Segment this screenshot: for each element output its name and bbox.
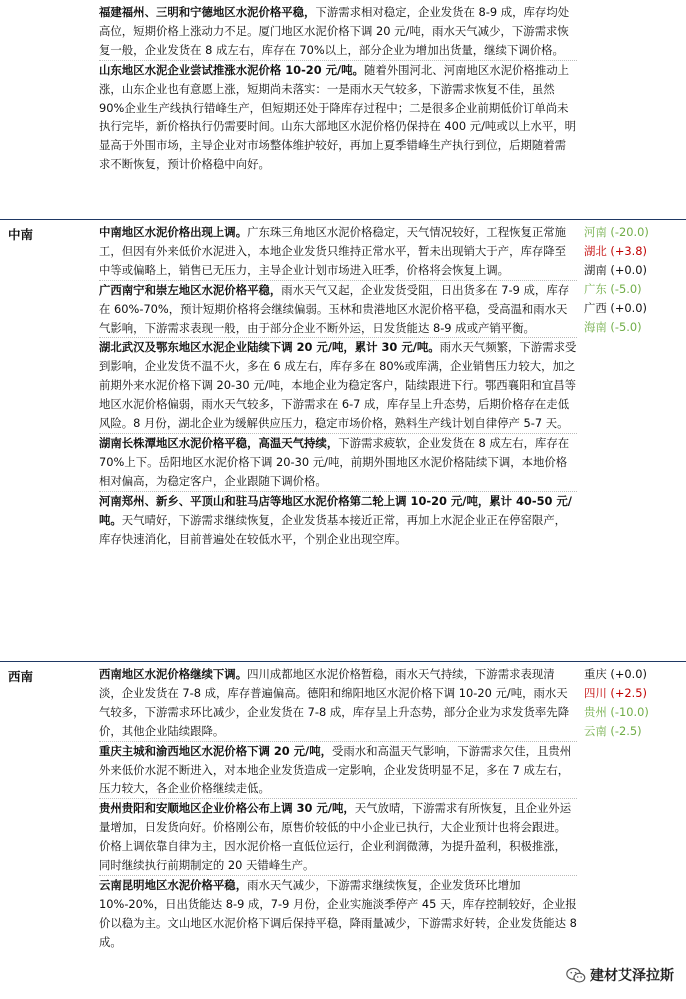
province-name: 云南 bbox=[584, 723, 607, 738]
paragraph bbox=[99, 3, 577, 60]
price-change-item bbox=[584, 299, 684, 318]
paragraph bbox=[99, 280, 577, 338]
price-changes bbox=[584, 665, 684, 741]
region-name: 中南 bbox=[8, 227, 34, 242]
paragraph-lead: 湖南长株潭地区水泥价格平稳，高温天气持续， bbox=[99, 435, 339, 450]
paragraph-lead: 湖北武汉及鄂东地区水泥企业陆续下调 20 元/吨，累计 30 元/吨。 bbox=[99, 340, 440, 355]
price-change-value: (-10.0) bbox=[606, 704, 649, 719]
paragraph-lead: 山东地区水泥企业尝试推涨水泥价格 10-20 元/吨。 bbox=[99, 62, 364, 77]
paragraph bbox=[99, 491, 577, 549]
paragraph-lead: 河南郑州、新乡、平顶山和驻马店等地区水泥价格第二轮上调 10-20 元/吨，累计 40-50 元/吨。 bbox=[99, 493, 572, 527]
price-change-item bbox=[584, 261, 684, 280]
paragraph bbox=[99, 665, 577, 741]
province-name: 河南 bbox=[584, 225, 607, 239]
price-change-value: (-5.0) bbox=[606, 319, 642, 334]
price-change-item bbox=[584, 280, 684, 299]
region-text bbox=[99, 665, 577, 952]
region-text bbox=[99, 223, 577, 548]
province-name: 重庆 bbox=[584, 667, 607, 681]
province-name: 广西 bbox=[584, 300, 607, 315]
paragraph bbox=[99, 337, 577, 433]
paragraph bbox=[99, 223, 577, 280]
paragraph-body: 四川成都地区水泥价格暂稳，雨水天气持续，下游需求表现清淡，企业发货在 7-8 成，库存普遍偏高。德阳和绵阳地区水泥价格下调 10-20 元/吨，雨水天气较多，下游需求环比减少，企业发货在 7-8 成，库存呈上升态势，部分企业为求发货率先降价，其他企业陆续跟降。 bbox=[99, 667, 570, 738]
paragraph bbox=[99, 875, 577, 952]
province-name: 四川 bbox=[584, 685, 607, 700]
paragraph-body: 下游需求相对稳定，企业发货在 8-9 成，库存均处高位，短期价格上涨动力不足。厦门地区水泥价格下调 20 元/吨，雨水天气减少，下游需求恢复一般，企业发货在 8 成左右，库存在 70%以上，部分企业为增加出货量，继续下调价格。 bbox=[99, 5, 570, 57]
paragraph-lead: 中南地区水泥价格出现上调。 bbox=[99, 225, 248, 239]
price-change-value: (+2.5) bbox=[606, 685, 647, 700]
paragraph bbox=[99, 60, 577, 174]
province-name: 湖北 bbox=[584, 243, 607, 258]
paragraph-body: 下游需求疲软，企业发货在 8 成左右，库存在 70%上下。岳阳地区水泥价格下调 20-30 元/吨，前期外围地区水泥价格陆续下调，本地价格相对偏高，为稳定客户，企业跟随下调价格。 bbox=[99, 435, 570, 488]
price-change-item bbox=[584, 684, 684, 703]
paragraph-lead: 广西南宁和崇左地区水泥价格平稳， bbox=[99, 282, 282, 297]
price-change-value: (+3.8) bbox=[606, 243, 647, 258]
paragraph-lead: 重庆主城和渝西地区水泥价格下调 20 元/吨， bbox=[99, 743, 332, 758]
price-change-value: (-2.5) bbox=[606, 723, 642, 738]
section-divider bbox=[0, 219, 686, 220]
price-change-item bbox=[584, 722, 684, 741]
paragraph-body: 雨水天气减少，下游需求继续恢复，企业发货环比增加 10%-20%，日出货能达 8-9 成，7-9 月份，企业实施淡季停产 45 天，库存控制较好，企业报价以稳为主。文山地区水泥价格下调后保持平稳，降雨量减少，下游需求好转，企业发货能达 8 成。 bbox=[99, 877, 577, 949]
paragraph-lead: 云南昆明地区水泥价格平稳， bbox=[99, 877, 248, 892]
watermark bbox=[562, 963, 678, 987]
province-name: 湖南 bbox=[584, 262, 607, 277]
price-change-item bbox=[584, 665, 684, 684]
section-divider bbox=[0, 661, 686, 662]
price-change-value: (+0.0) bbox=[606, 300, 647, 315]
paragraph-body: 雨水天气频繁，下游需求受到影响，企业发货不温不火，多在 6 成左右，库存多在 80%或库满，企业销售压力较大，加之前期外来水泥价格下调 20-30 元/吨，本地企业为稳定客户，陆续跟进下行。鄂西襄阳和宜昌等地区水泥价格偏弱，雨水天气较多，下游需求在 6-7 成，库存呈上升态势，后期价格存在走低风险。8 月份，湖北企业为缓解供应压力，稳定市场价格，熟料生产线计划自律停产 5-7 天。 bbox=[99, 340, 577, 431]
region-name: 西南 bbox=[8, 669, 34, 684]
paragraph-lead: 西南地区水泥价格继续下调。 bbox=[99, 667, 248, 681]
price-change-item bbox=[584, 703, 684, 722]
paragraph-body: 天气放晴，下游需求有所恢复，且企业外运量增加，日发货向好。价格刚公布，原售价较低的中小企业已执行，大企业预计也将会跟进。价格上调依靠自律为主，因水泥价格一直低位运行，企业利润微薄，为提升盈利，积极推涨，同时继续执行前期制定的 20 天错峰生产。 bbox=[99, 801, 572, 873]
paragraph bbox=[99, 798, 577, 875]
price-change-item bbox=[584, 223, 684, 242]
paragraph bbox=[99, 741, 577, 799]
price-change-item bbox=[584, 318, 684, 337]
price-changes bbox=[584, 223, 684, 336]
paragraph-body: 雨水天气又起，企业发货受阻，日出货多在 7-9 成，库存在 60%-70%，预计短期价格将会继续偏弱。玉林和贵港地区水泥价格平稳，受高温和雨水天气影响，下游需求表现一般，由于部分企业不断外运，日发货能达 8-9 成或产销平衡。 bbox=[99, 282, 570, 335]
paragraph-lead: 福建福州、三明和宁德地区水泥价格平稳， bbox=[99, 5, 316, 19]
paragraph-body: 广东珠三角地区水泥价格稳定，天气情况较好，工程恢复正常施工，但因有外来低价水泥进入，本地企业发货只维持正常水平，暂未出现销大于产，库存降至中等或偏略上，销售已无压力，主导企业计划市场进入旺季，价格将会恢复上调。 bbox=[99, 225, 567, 277]
paragraph-body: 受雨水和高温天气影响，下游需求欠佳，且贵州外来低价水泥不断进入，对本地企业发货造成一定影响，企业发货明显不足，多在 7 成左右，压力较大，各企业价格继续走低。 bbox=[99, 743, 572, 796]
paragraph-body: 随着外围河北、河南地区水泥价格推动上涨，山东企业也有意愿上涨，短期尚未落实：一是雨水天气较多，下游需求恢复不佳，虽然 90%企业生产线执行错峰生产，但短期还处于降库存过程中；二是很多企业前期低价订单尚未执行完毕，新价格执行仍需要时间。山东大部地区水泥价格仍保持在 400 元/吨或以上水平，明显高于外围市场，主导企业对市场整体维护较好，再加上夏季错峰生产执行到位，后期随着需求不断恢复，预计价格稳中向好。 bbox=[99, 62, 577, 172]
province-name: 贵州 bbox=[584, 704, 607, 719]
top-block-text bbox=[99, 3, 577, 174]
price-change-value: (-20.0) bbox=[606, 225, 649, 239]
paragraph-body: 天气晴好，下游需求继续恢复，企业发货基本接近正常，再加上水泥企业正在停窑限产，库存快速消化，目前普遍处在较低水平，个别企业出现空库。 bbox=[99, 512, 567, 546]
price-change-value: (+0.0) bbox=[606, 667, 647, 681]
price-change-value: (-5.0) bbox=[606, 281, 642, 296]
province-name: 广东 bbox=[584, 281, 607, 296]
wechat-icon bbox=[566, 967, 586, 984]
paragraph bbox=[99, 433, 577, 491]
price-change-value: (+0.0) bbox=[606, 262, 647, 277]
watermark-text: 建材艾泽拉斯 bbox=[590, 968, 674, 984]
price-change-item bbox=[584, 242, 684, 261]
province-name: 海南 bbox=[584, 319, 607, 334]
paragraph-lead: 贵州贵阳和安顺地区企业价格公布上调 30 元/吨， bbox=[99, 801, 355, 816]
